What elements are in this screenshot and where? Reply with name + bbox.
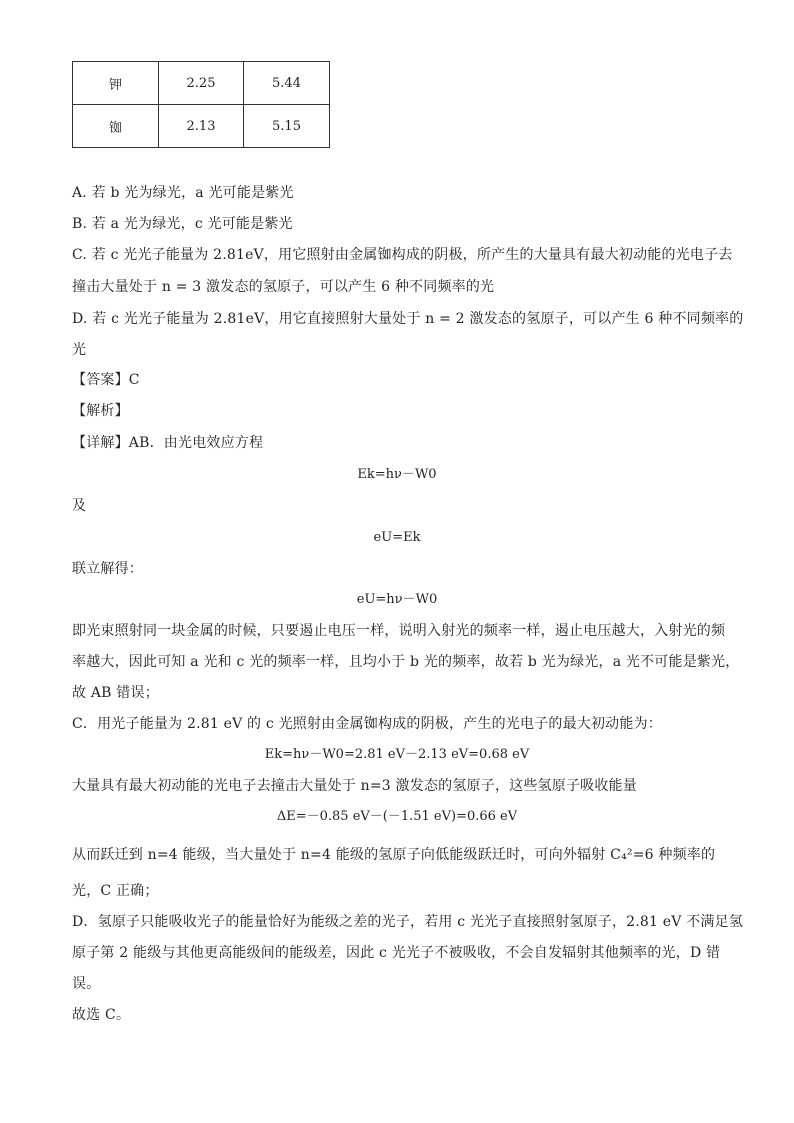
table-cell-metal: 铷 — [73, 105, 159, 148]
table-row — [73, 62, 330, 105]
paragraph-line: 大量具有最大初动能的光电子去撞击大量处于 n=3 激发态的氢原子，这些氢原子吸收能量 — [72, 778, 637, 794]
equation-3: eU=hν－W0 — [356, 592, 438, 607]
option-a: A. 若 b 光为绿光，a 光可能是紫光 — [72, 185, 294, 201]
paragraph-line: 原子第 2 能级与其他更高能级间的能级差，因此 c 光光子不被吸收，不会自发辐射其他频率的光，D 错 — [72, 945, 721, 961]
analysis-title: 【解析】 — [72, 403, 129, 419]
equation-2: eU=Ek — [373, 530, 421, 545]
option-b: B. 若 a 光为绿光，c 光可能是紫光 — [72, 216, 293, 232]
paragraph-line: D．氢原子只能吸收光子的能量恰好为能级之差的光子，若用 c 光光子直接照射氢原子，2.81 eV 不满足氢 — [72, 914, 744, 930]
metal-table — [72, 61, 330, 148]
table-cell-value: 2.25 — [159, 62, 244, 105]
paragraph-line: 率越大，因此可知 a 光和 c 光的频率一样，且均小于 b 光的频率，故若 b 光为绿光，a 光不可能是紫光， — [72, 654, 740, 670]
joint-text: 联立解得： — [72, 561, 143, 577]
paragraph-line: 光，C 正确； — [72, 883, 159, 899]
option-d-line2: 光 — [72, 342, 87, 358]
table-cell-value: 5.15 — [244, 105, 330, 148]
paragraph-line: C．用光子能量为 2.81 eV 的 c 光照射由金属铷构成的阴极，产生的光电子的最大初动能为： — [72, 716, 662, 732]
and-text: 及 — [72, 498, 87, 514]
paragraph-line: 即光束照射同一块金属的时候，只要遏止电压一样，说明入射光的频率一样，遏止电压越大，入射光的频 — [72, 623, 726, 639]
option-c-line1: C. 若 c 光光子能量为 2.81eV，用它照射由金属铷构成的阴极，所产生的大量具有最大初动能的光电子去 — [72, 247, 733, 263]
answer-label: 【答案】C — [72, 372, 140, 388]
paragraph-line: 从而跃迁到 n=4 能级，当大量处于 n=4 能级的氢原子向低能级跃迁时，可向外辐射 C₄²=6 种频率的 — [72, 847, 716, 863]
table-cell-metal: 钾 — [73, 62, 159, 105]
table-cell-value: 5.44 — [244, 62, 330, 105]
equation-4: Ek=hν－W0=2.81 eV－2.13 eV=0.68 eV — [264, 747, 530, 762]
paragraph-line: 故 AB 错误； — [72, 685, 159, 701]
equation-5: ΔE=－0.85 eV－(－1.51 eV)=0.66 eV — [276, 809, 518, 824]
option-c-line2: 撞击大量处于 n = 3 激发态的氢原子，可以产生 6 种不同频率的光 — [72, 279, 495, 295]
table-row — [73, 105, 330, 148]
paragraph-line: 误。 — [72, 976, 101, 992]
conclusion: 故选 C。 — [72, 1007, 131, 1023]
table-cell-value: 2.13 — [159, 105, 244, 148]
equation-1: Ek=hν－W0 — [357, 467, 437, 482]
detail-intro: 【详解】AB．由光电效应方程 — [72, 435, 264, 451]
option-d-line1: D. 若 c 光光子能量为 2.81eV，用它直接照射大量处于 n = 2 激发态的氢原子，可以产生 6 种不同频率的 — [72, 311, 744, 327]
